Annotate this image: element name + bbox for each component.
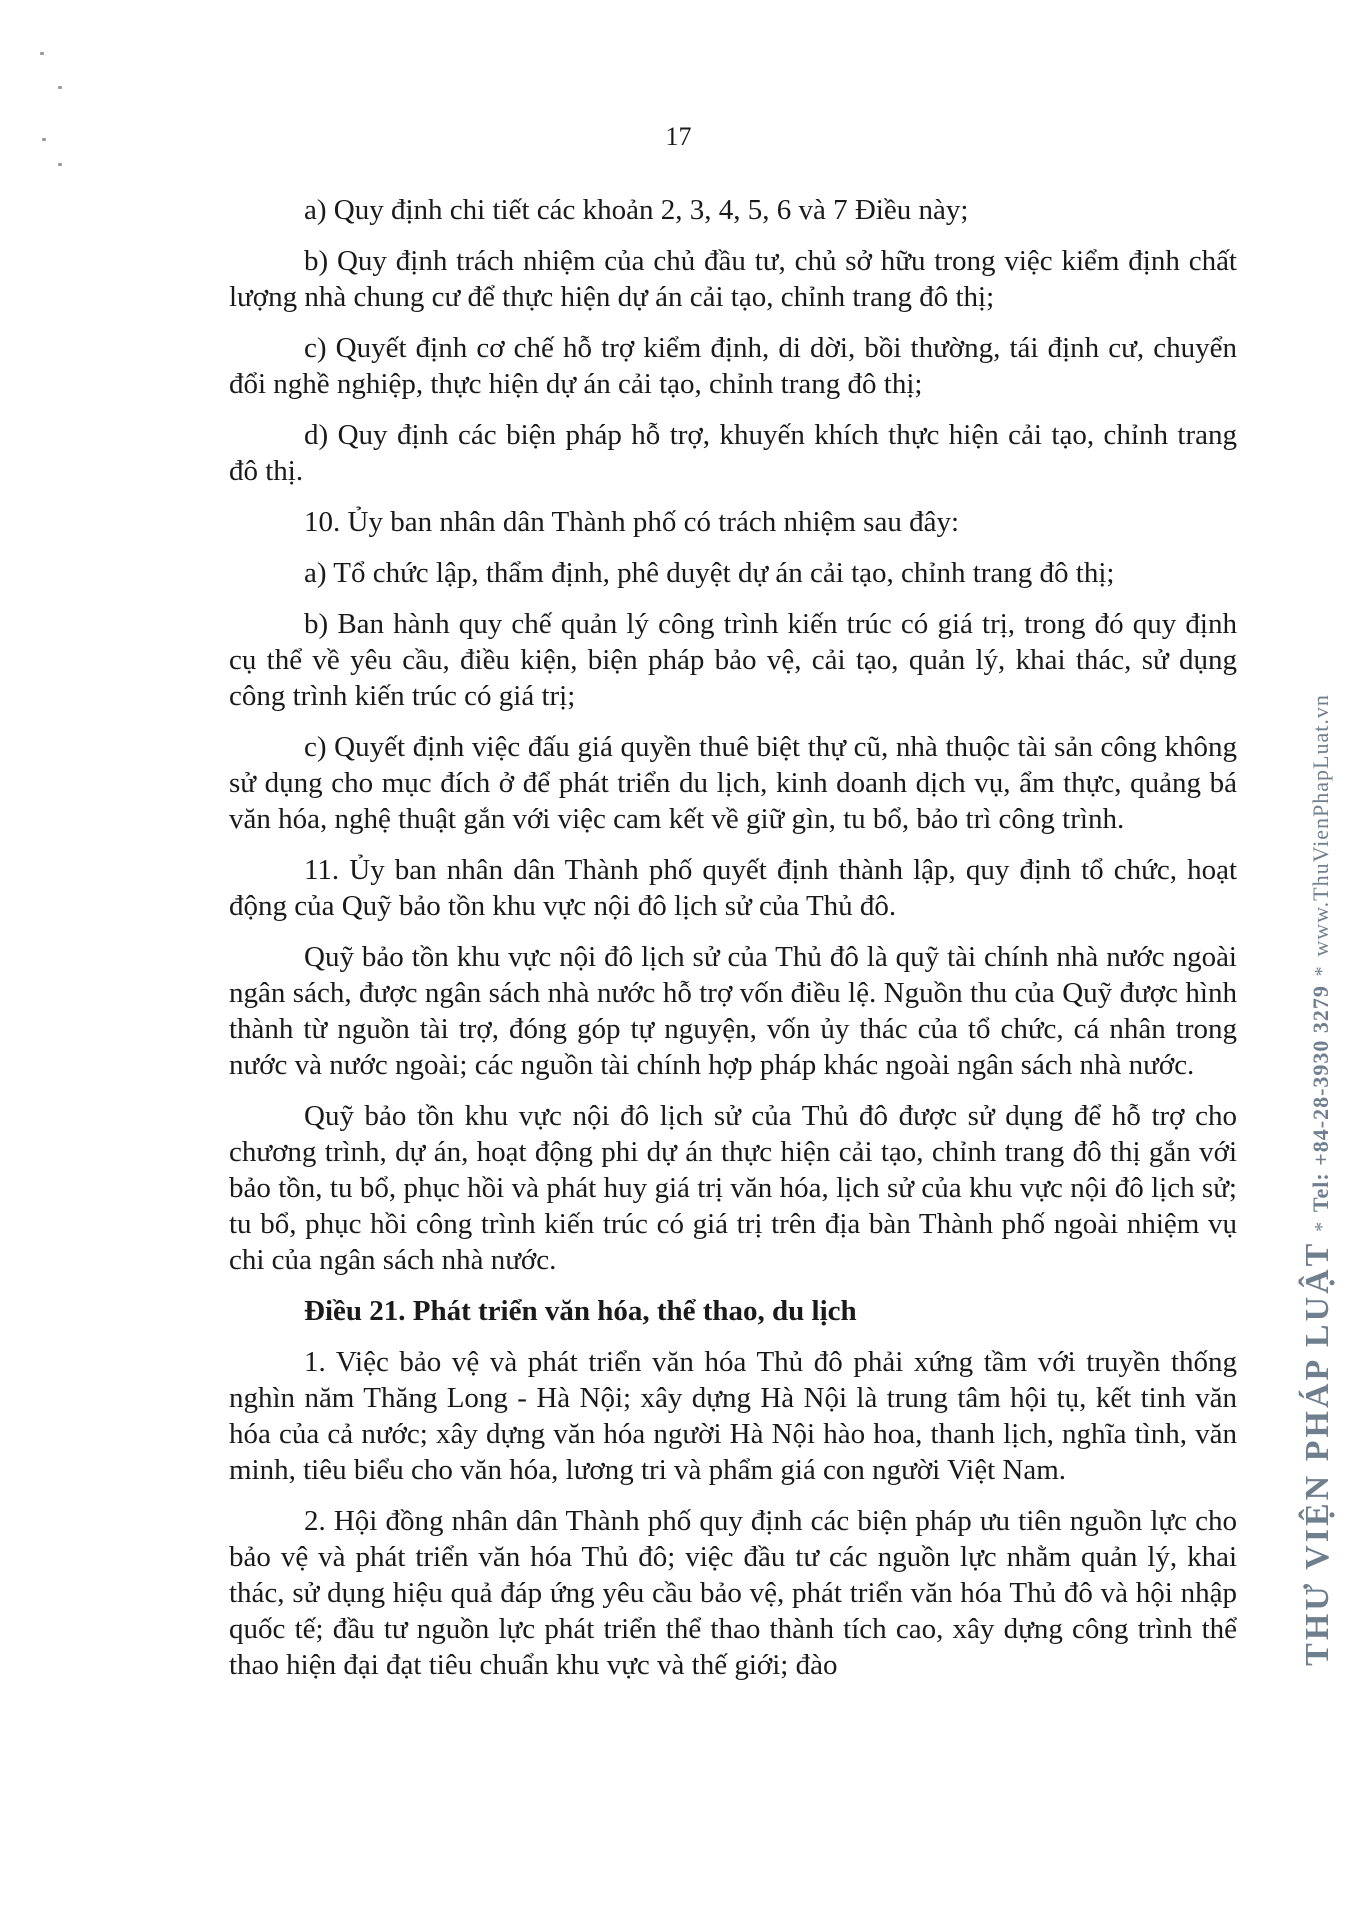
watermark-brand: THƯ VIỆN PHÁP LUẬT (1299, 1240, 1336, 1666)
paragraph-10b: b) Ban hành quy chế quản lý công trình kiến trúc có giá trị, trong đó quy định cụ thể về yêu cầu, điều kiện, biện pháp bảo vệ, cải tạo, quản lý, khai thác, sử dụng công trình kiến trúc có giá trị; (229, 608, 1237, 712)
paragraph-9a: a) Quy định chi tiết các khoản 2, 3, 4, 5, 6 và 7 Điều này; (304, 194, 969, 226)
paragraph-9b: b) Quy định trách nhiệm của chủ đầu tư, chủ sở hữu trong việc kiểm định chất lượng nhà chung cư để thực hiện dự án cải tạo, chỉnh trang đô thị; (229, 245, 1237, 313)
paragraph-10c: c) Quyết định việc đấu giá quyền thuê biệt thự cũ, nhà thuộc tài sản công không sử dụng cho mục đích ở để phát triển du lịch, kinh doanh dịch vụ, ẩm thực, quảng bá văn hóa, nghệ thuật gắn với việc cam kết về giữ gìn, tu bổ, bảo trì công trình. (229, 731, 1237, 835)
scan-speck (40, 52, 44, 55)
paragraph-10: 10. Ủy ban nhân dân Thành phố có trách nhiệm sau đây: (304, 506, 960, 538)
scan-speck (58, 86, 62, 89)
page-number: 17 (665, 122, 692, 151)
paragraph-9d: d) Quy định các biện pháp hỗ trợ, khuyến khích thực hiện cải tạo, chỉnh trang đô thị. (229, 419, 1237, 487)
article-21-heading: Điều 21. Phát triển văn hóa, thể thao, du lịch (304, 1295, 857, 1327)
watermark-separator-2: * (1311, 965, 1333, 977)
watermark-website: www.ThuVienPhapLuat.vn (1308, 694, 1333, 957)
watermark-phone: Tel: +84-28-3930 3279 (1308, 985, 1333, 1213)
paragraph-10a: a) Tổ chức lập, thẩm định, phê duyệt dự án cải tạo, chỉnh trang đô thị; (304, 557, 1115, 589)
paragraph-21-2: 2. Hội đồng nhân dân Thành phố quy định các biện pháp ưu tiên nguồn lực cho bảo vệ và phát triển văn hóa Thủ đô; việc đầu tư các nguồn lực nhằm quản lý, khai thác, sử dụng hiệu quả đáp ứng yêu cầu bảo vệ, phát triển văn hóa Thủ đô và hội nhập quốc tế; đầu tư nguồn lực phát triển thể thao thành tích cao, xây dựng công trình thể thao hiện đại đạt tiêu chuẩn khu vực và thế giới; đào (229, 1505, 1237, 1681)
paragraph-9c: c) Quyết định cơ chế hỗ trợ kiểm định, di dời, bồi thường, tái định cư, chuyển đổi nghề nghiệp, thực hiện dự án cải tạo, chỉnh trang đô thị; (229, 332, 1237, 400)
paragraph-fund-usage: Quỹ bảo tồn khu vực nội đô lịch sử của Thủ đô được sử dụng để hỗ trợ cho chương trình, dự án, hoạt động phi dự án thực hiện cải tạo, chỉnh trang đô thị gắn với bảo tồn, tu bổ, phục hồi và phát huy giá trị văn hóa, lịch sử của khu vực nội đô lịch sử; tu bổ, phục hồi công trình kiến trúc có giá trị trên địa bàn Thành phố ngoài nhiệm vụ chi của ngân sách nhà nước. (229, 1100, 1237, 1276)
document-body (229, 192, 1237, 1698)
paragraph-11: 11. Ủy ban nhân dân Thành phố quyết định thành lập, quy định tổ chức, hoạt động của Quỹ bảo tồn khu vực nội đô lịch sử của Thủ đô. (229, 854, 1237, 922)
paragraph-21-1: 1. Việc bảo vệ và phát triển văn hóa Thủ đô phải xứng tầm với truyền thống nghìn năm Thăng Long - Hà Nội; xây dựng Hà Nội là trung tâm hội tụ, kết tinh văn hóa của cả nước; xây dựng văn hóa người Hà Nội hào hoa, thanh lịch, nghĩa tình, văn minh, tiêu biểu cho văn hóa, lương tri và phẩm giá con người Việt Nam. (229, 1346, 1237, 1486)
side-watermark (1299, 694, 1337, 1666)
paragraph-fund-definition: Quỹ bảo tồn khu vực nội đô lịch sử của Thủ đô là quỹ tài chính nhà nước ngoài ngân sách, được ngân sách nhà nước hỗ trợ vốn điều lệ. Nguồn thu của Quỹ được hình thành từ nguồn tài trợ, đóng góp tự nguyện, vốn ủy thác của tổ chức, cá nhân trong nước và nước ngoài; các nguồn tài chính hợp pháp khác ngoài ngân sách nhà nước. (229, 941, 1237, 1081)
scan-speck (58, 163, 62, 166)
watermark-separator: * (1311, 1220, 1333, 1232)
